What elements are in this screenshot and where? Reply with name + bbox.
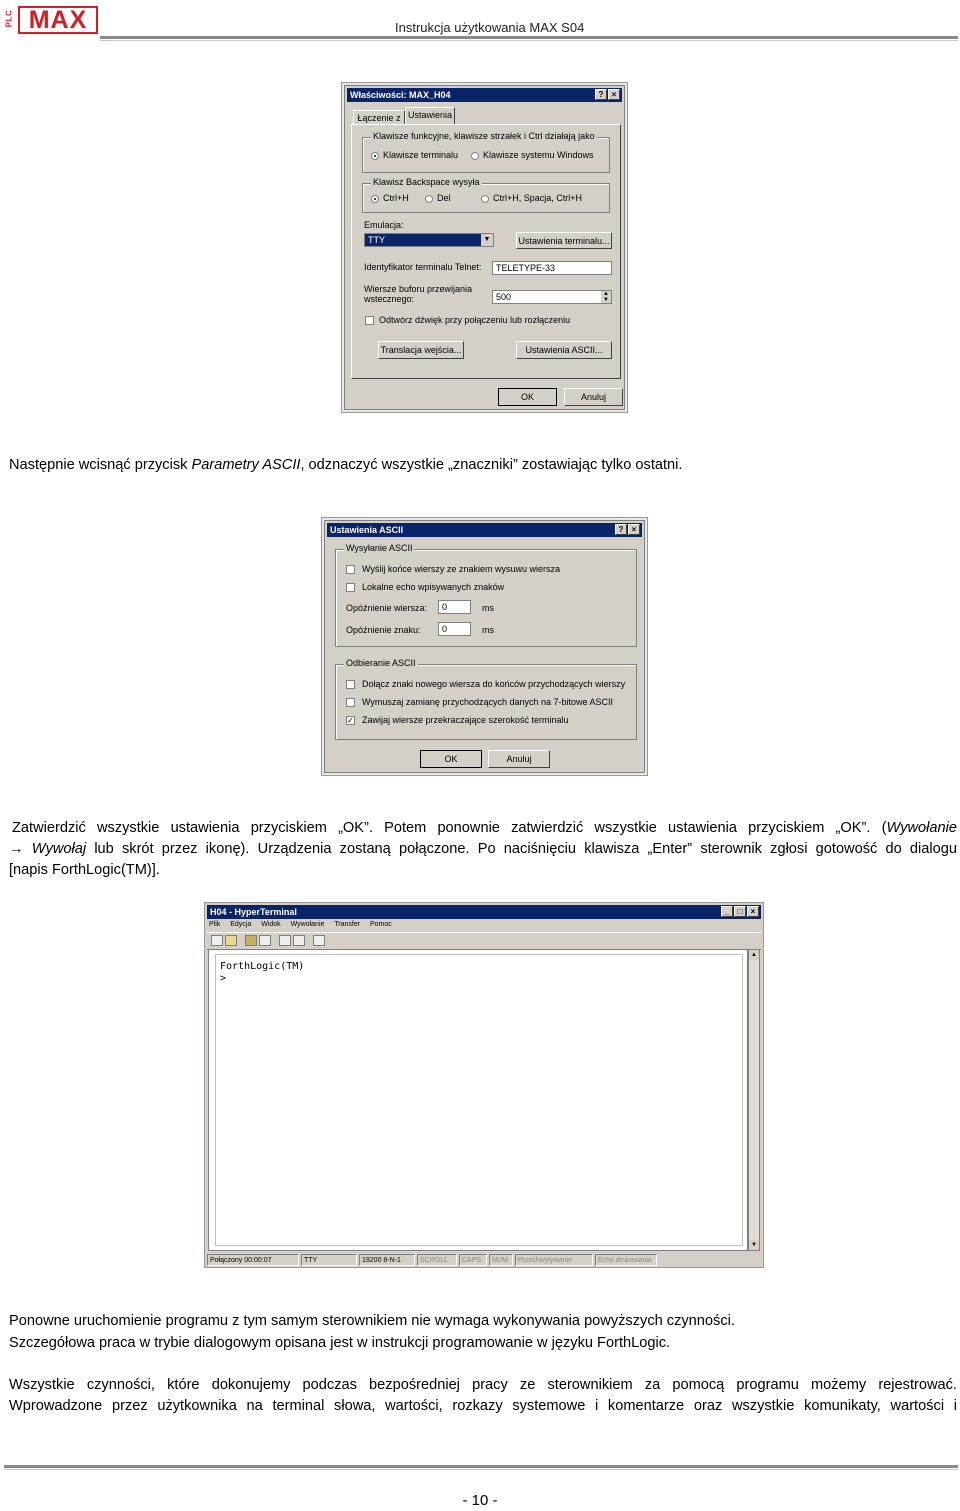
- status-caps: CAPS: [459, 1254, 487, 1266]
- status-capture: Przechwytywanie: [515, 1254, 593, 1266]
- ascii-title: Ustawienia ASCII: [330, 525, 404, 535]
- ascii-receive-group: [335, 658, 637, 740]
- backspace-group-label: Klawisz Backspace wysyła: [373, 177, 480, 187]
- append-newline-checkbox[interactable]: [346, 680, 355, 689]
- plcmax-logo: [6, 4, 98, 36]
- settings-tab-panel: [351, 124, 621, 379]
- telnet-id-input[interactable]: TELETYPE-33: [492, 261, 612, 275]
- footer-rule-thin: [4, 1469, 958, 1470]
- page-number: - 10 -: [462, 1492, 498, 1509]
- menu-bar: [209, 919, 392, 931]
- wrap-lines-label: Zawijaj wiersze przekraczające szerokość terminalu: [362, 715, 569, 725]
- ctrl-h-radio[interactable]: [371, 195, 379, 203]
- new-icon[interactable]: [211, 935, 223, 946]
- emulation-value: TTY: [368, 235, 385, 245]
- menu-help[interactable]: Pomoc: [370, 921, 392, 928]
- ok-button[interactable]: OK: [420, 750, 482, 768]
- ascii-receive-label: Odbieranie ASCII: [346, 658, 416, 668]
- paragraph-ascii-instruction: Następnie wcisnąć przycisk Parametry ASCII, odznaczyć wszystkie „znaczniki” zostawiając tylko ostatni.: [9, 457, 683, 473]
- paragraph-confirm-line2: → Wywołaj lub skrót przez ikonę). Urządzenia zostaną połączone. Po naciśnięciu klawisza „Enter” sterownik zgłosi gotowość do dialogu: [9, 841, 957, 857]
- local-echo-checkbox[interactable]: [346, 583, 355, 592]
- ok-button[interactable]: OK: [498, 388, 557, 406]
- header-rule-thin: [100, 40, 958, 41]
- terminal-settings-button[interactable]: Ustawienia terminalu...: [516, 232, 612, 249]
- send-line-ends-checkbox[interactable]: [346, 565, 355, 574]
- buffer-value: 500: [496, 292, 512, 302]
- char-delay-label: Opóźnienie znaku:: [346, 625, 421, 635]
- close-button[interactable]: ×: [628, 524, 640, 535]
- hyperterminal-titlebar: [207, 905, 761, 919]
- send-icon[interactable]: [279, 935, 291, 946]
- buffer-stepper[interactable]: [492, 290, 612, 304]
- help-button[interactable]: ?: [595, 89, 607, 100]
- properties-icon[interactable]: [313, 935, 325, 946]
- ascii-settings-button[interactable]: Ustawienia ASCII...: [516, 341, 612, 359]
- open-icon[interactable]: [225, 935, 237, 946]
- connect-icon[interactable]: [245, 935, 257, 946]
- sound-checkbox[interactable]: [365, 316, 374, 325]
- status-port: 19200 8-N-1: [359, 1254, 415, 1266]
- logo-plc: PLC: [6, 4, 18, 36]
- ascii-params-emphasis: Parametry ASCII: [191, 457, 301, 473]
- status-bar: [207, 1254, 761, 1266]
- help-button[interactable]: ?: [615, 524, 627, 535]
- chevron-down-icon[interactable]: ▼: [481, 234, 493, 246]
- paragraph-confirm-line1: Zatwierdzić wszystkie ustawienia przyciskiem „OK”. Potem ponownie zatwierdzić wszystkie ustawienia przyciskiem „OK”. (Wywołanie: [12, 820, 957, 836]
- scroll-down-icon[interactable]: ▼: [749, 1240, 759, 1250]
- ascii-send-group: [335, 543, 637, 647]
- status-scroll: SCROLL: [417, 1254, 457, 1266]
- paragraph-confirm-line3: [napis ForthLogic(TM)].: [9, 862, 160, 878]
- windows-keys-label: Klawisze systemu Windows: [483, 150, 594, 160]
- minimize-button[interactable]: _: [721, 906, 733, 917]
- ascii-dialog-frame: [321, 517, 648, 776]
- char-delay-input[interactable]: 0: [438, 622, 471, 636]
- ctrl-h-space-label: Ctrl+H, Spacja, Ctrl+H: [493, 193, 583, 203]
- status-num: NUM: [489, 1254, 513, 1266]
- document-title: Instrukcja użytkowania MAX S04: [395, 20, 585, 35]
- status-emulation: TTY: [301, 1254, 357, 1266]
- toolbar: [207, 932, 761, 950]
- cancel-button[interactable]: Anuluj: [488, 750, 550, 768]
- line-delay-unit: ms: [482, 603, 494, 613]
- hyperterminal-title: H04 - HyperTerminal: [210, 907, 297, 917]
- maximize-button[interactable]: □: [734, 906, 746, 917]
- menu-view[interactable]: Widok: [261, 921, 281, 928]
- buffer-label-1: Wiersze buforu przewijania: [364, 284, 473, 294]
- line-delay-input[interactable]: 0: [438, 600, 471, 614]
- terminal-inner: [215, 954, 743, 1246]
- properties-titlebar: [347, 88, 622, 102]
- keys-group-label: Klawisze funkcyjne, klawisze strzałek i Ctrl działają jako: [373, 131, 595, 141]
- status-print-echo: Echo drukowania: [595, 1254, 657, 1266]
- menu-transfer[interactable]: Transfer: [334, 921, 361, 928]
- windows-keys-radio[interactable]: [471, 152, 479, 160]
- backspace-group: [362, 177, 610, 213]
- force-7bit-checkbox[interactable]: [346, 698, 355, 707]
- tab-connect-to[interactable]: Łączenie z: [353, 110, 405, 125]
- cancel-button[interactable]: Anuluj: [564, 388, 623, 406]
- del-label: Del: [437, 193, 451, 203]
- close-button[interactable]: ×: [747, 906, 759, 917]
- menu-edit[interactable]: Edycja: [230, 921, 252, 928]
- paragraph-logging-line2: Wprowadzone przez użytkownika na terminal słowa, wartości, rozkazy systemowe i komentarze oraz wszystkie komunikaty, wartości i: [9, 1398, 957, 1414]
- spin-icon[interactable]: ▲ ▼: [601, 291, 611, 303]
- close-button[interactable]: ×: [608, 89, 620, 100]
- paragraph-restart-line1: Ponowne uruchomienie programu z tym samym sterownikiem nie wymaga wykonywania powyższych czynności.: [9, 1313, 735, 1329]
- ascii-dialog: [324, 520, 645, 773]
- properties-title: Właściwości: MAX_H04: [350, 90, 451, 100]
- char-delay-unit: ms: [482, 625, 494, 635]
- append-newline-label: Dołącz znaki nowego wiersza do końców przychodzących wierszy: [362, 679, 626, 689]
- sound-checkbox-label: Odtwórz dźwięk przy połączeniu lub rozłączeniu: [379, 315, 571, 325]
- properties-dialog-frame: [341, 82, 628, 413]
- del-radio[interactable]: [425, 195, 433, 203]
- checkmark-icon: ✓: [347, 716, 354, 725]
- header-rule: [100, 36, 958, 39]
- telnet-id-label: Identyfikator terminalu Telnet:: [364, 262, 482, 272]
- terminal-keys-radio[interactable]: [371, 152, 379, 160]
- ascii-send-label: Wysyłanie ASCII: [346, 543, 413, 553]
- send-line-ends-label: Wyślij końce wierszy ze znakiem wysuwu wiersza: [362, 564, 560, 574]
- menu-file[interactable]: Plik: [209, 921, 221, 928]
- buffer-label-2: wstecznego:: [364, 294, 415, 304]
- paragraph-logging-line1: Wszystkie czynności, które dokonujemy podczas bezpośredniej pracy ze sterownikiem za pomocą programu możemy rejestrować.: [9, 1377, 957, 1393]
- terminal-prompt: >: [220, 973, 227, 984]
- tab-settings[interactable]: Ustawienia: [405, 107, 455, 125]
- ascii-titlebar: [327, 523, 642, 537]
- logo-max: MAX: [18, 6, 98, 34]
- receive-icon[interactable]: [293, 935, 305, 946]
- ctrl-h-space-radio[interactable]: [481, 195, 489, 203]
- disconnect-icon[interactable]: [259, 935, 271, 946]
- emulation-label: Emulacja:: [364, 220, 404, 230]
- input-translation-button[interactable]: Translacja wejścia...: [378, 341, 464, 359]
- terminal-keys-label: Klawisze terminalu: [383, 150, 459, 160]
- force-7bit-label: Wymuszaj zamianę przychodzących danych na 7-bitowe ASCII: [362, 697, 614, 707]
- footer-rule: [4, 1465, 958, 1468]
- local-echo-label: Lokalne echo wpisywanych znaków: [362, 582, 505, 592]
- line-delay-label: Opóźnienie wiersza:: [346, 603, 428, 613]
- keys-group: [362, 131, 610, 173]
- ctrl-h-label: Ctrl+H: [383, 193, 409, 203]
- arrow-icon: →: [9, 841, 24, 857]
- vertical-scrollbar[interactable]: [748, 949, 760, 1251]
- emulation-select[interactable]: [364, 233, 494, 247]
- menu-call[interactable]: Wywołanie: [290, 921, 325, 928]
- status-connected: Połączony 00:00:07: [207, 1254, 299, 1266]
- paragraph-restart-line2: Szczegółowa praca w trybie dialogowym opisana jest w instrukcji programowanie w języku ForthLogic.: [9, 1335, 671, 1351]
- wrap-lines-checkbox[interactable]: [346, 716, 355, 725]
- properties-dialog: [344, 85, 625, 410]
- terminal-line: ForthLogic(TM): [220, 961, 305, 972]
- terminal-area[interactable]: [208, 949, 748, 1251]
- hyperterminal-window: [204, 902, 764, 1268]
- scroll-up-icon[interactable]: ▲: [749, 950, 759, 960]
